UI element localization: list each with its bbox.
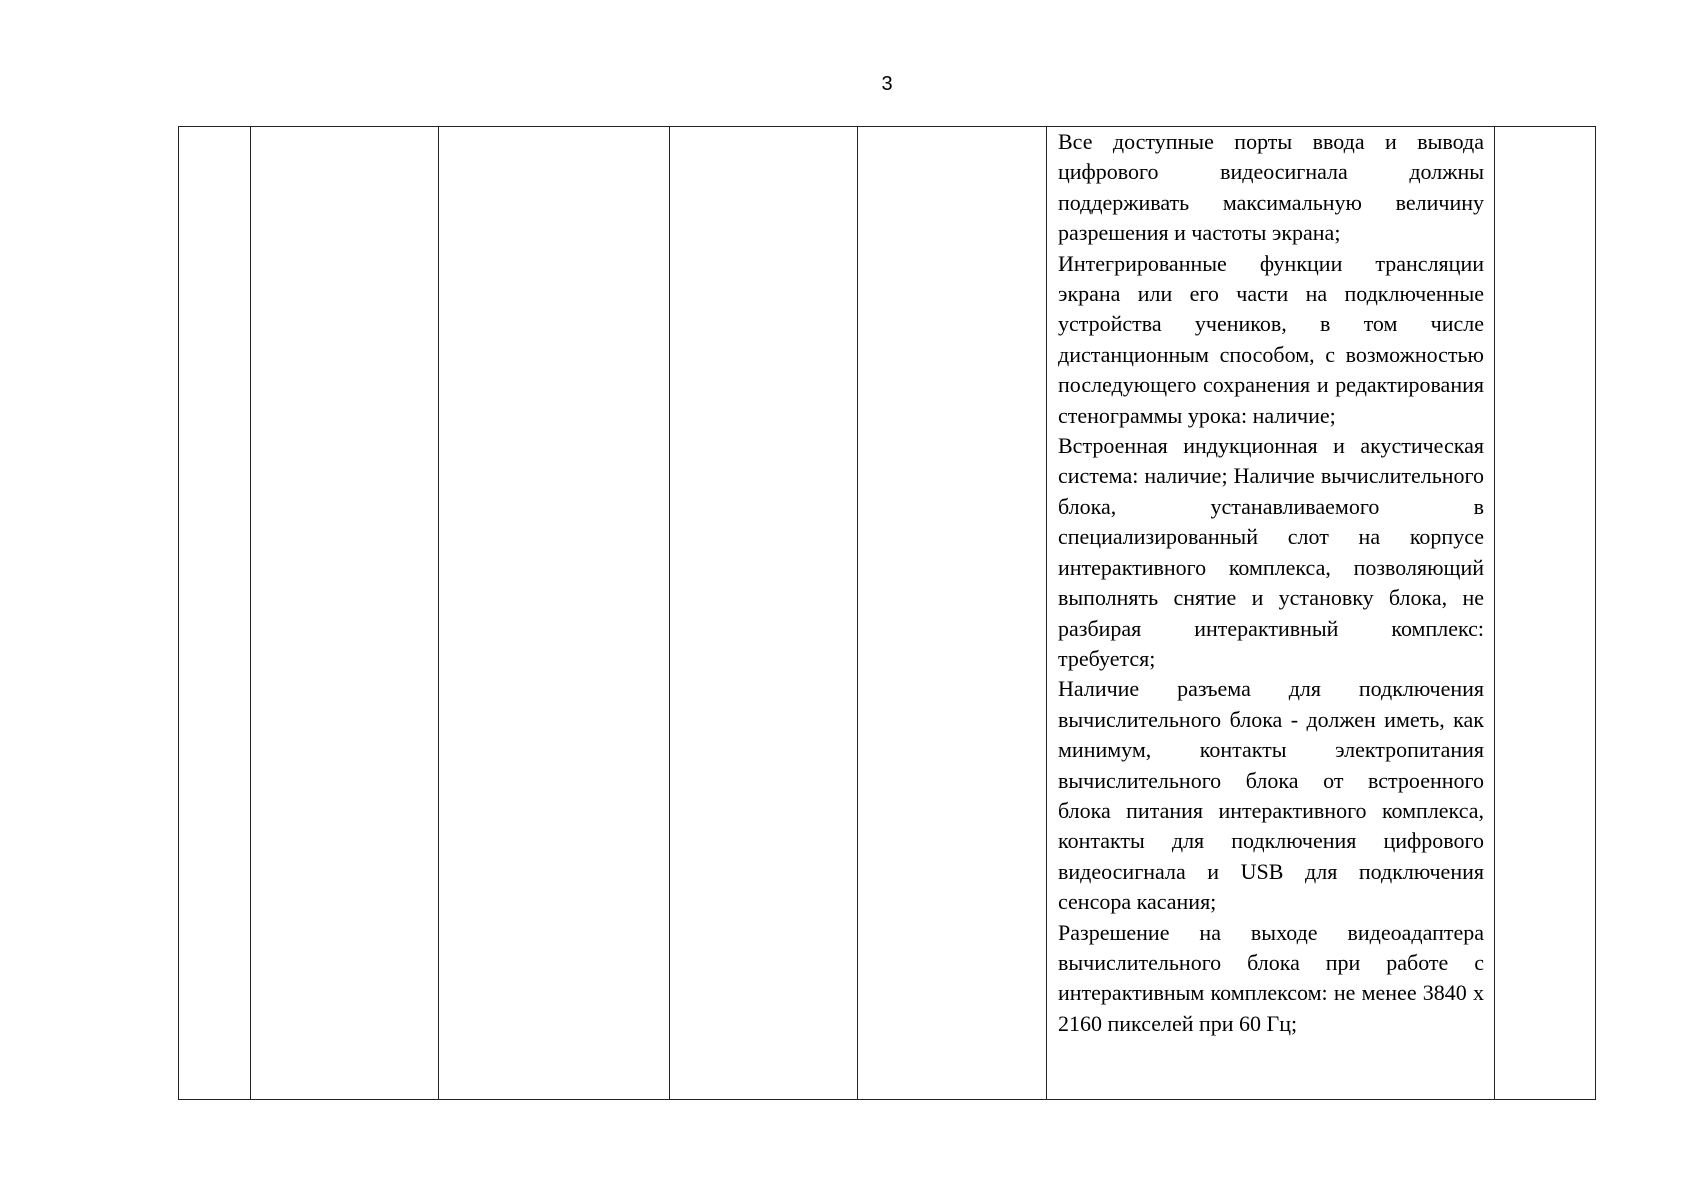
table-cell-column-5 [858, 127, 1047, 1100]
characteristic-paragraph: Наличие разъема для подключения вычислительного блока - должен иметь, как минимум, контакты электропитания вычислительного блока от встроенного блока питания интерактивного комплекса, контакты для подключения цифрового видеосигнала и USB для подключения сенсора касания; [1058, 676, 1484, 915]
table-cell-column-3 [439, 127, 670, 1100]
table-cell-last [1495, 127, 1596, 1100]
characteristic-paragraph: Все доступные порты ввода и вывода цифрового видеосигнала должны поддерживать максимальную величину разрешения и частоты экрана; [1058, 129, 1484, 246]
table-cell-characteristics [1047, 127, 1495, 1100]
specification-table [178, 126, 1596, 1100]
characteristic-paragraph: Интегрированные функции трансляции экрана или его части на подключенные устройства учеников, в том числе дистанционным способом, с возможностью последующего сохранения и редактирования стенограммы урока: наличие; [1058, 250, 1484, 428]
table-cell-column-4 [670, 127, 858, 1100]
table-row [179, 127, 1596, 1100]
characteristic-paragraph: Встроенная индукционная и акустическая система: наличие; Наличие вычислительного блока, устанавливаемого в специализированный слот на корпусе интерактивного комплекса, позволяющий выполнять снятие и установку блока, не разбирая интерактивный комплекс: требуется; [1058, 433, 1484, 671]
table-cell-name [251, 127, 439, 1100]
table-cell-number [179, 127, 251, 1100]
characteristic-paragraph: Разрешение на выходе видеоадаптера вычислительного блока при работе с интерактивным комплексом: не менее 3840 х 2160 пикселей при 60 Гц; [1058, 919, 1484, 1036]
page-number: 3 [881, 73, 893, 95]
